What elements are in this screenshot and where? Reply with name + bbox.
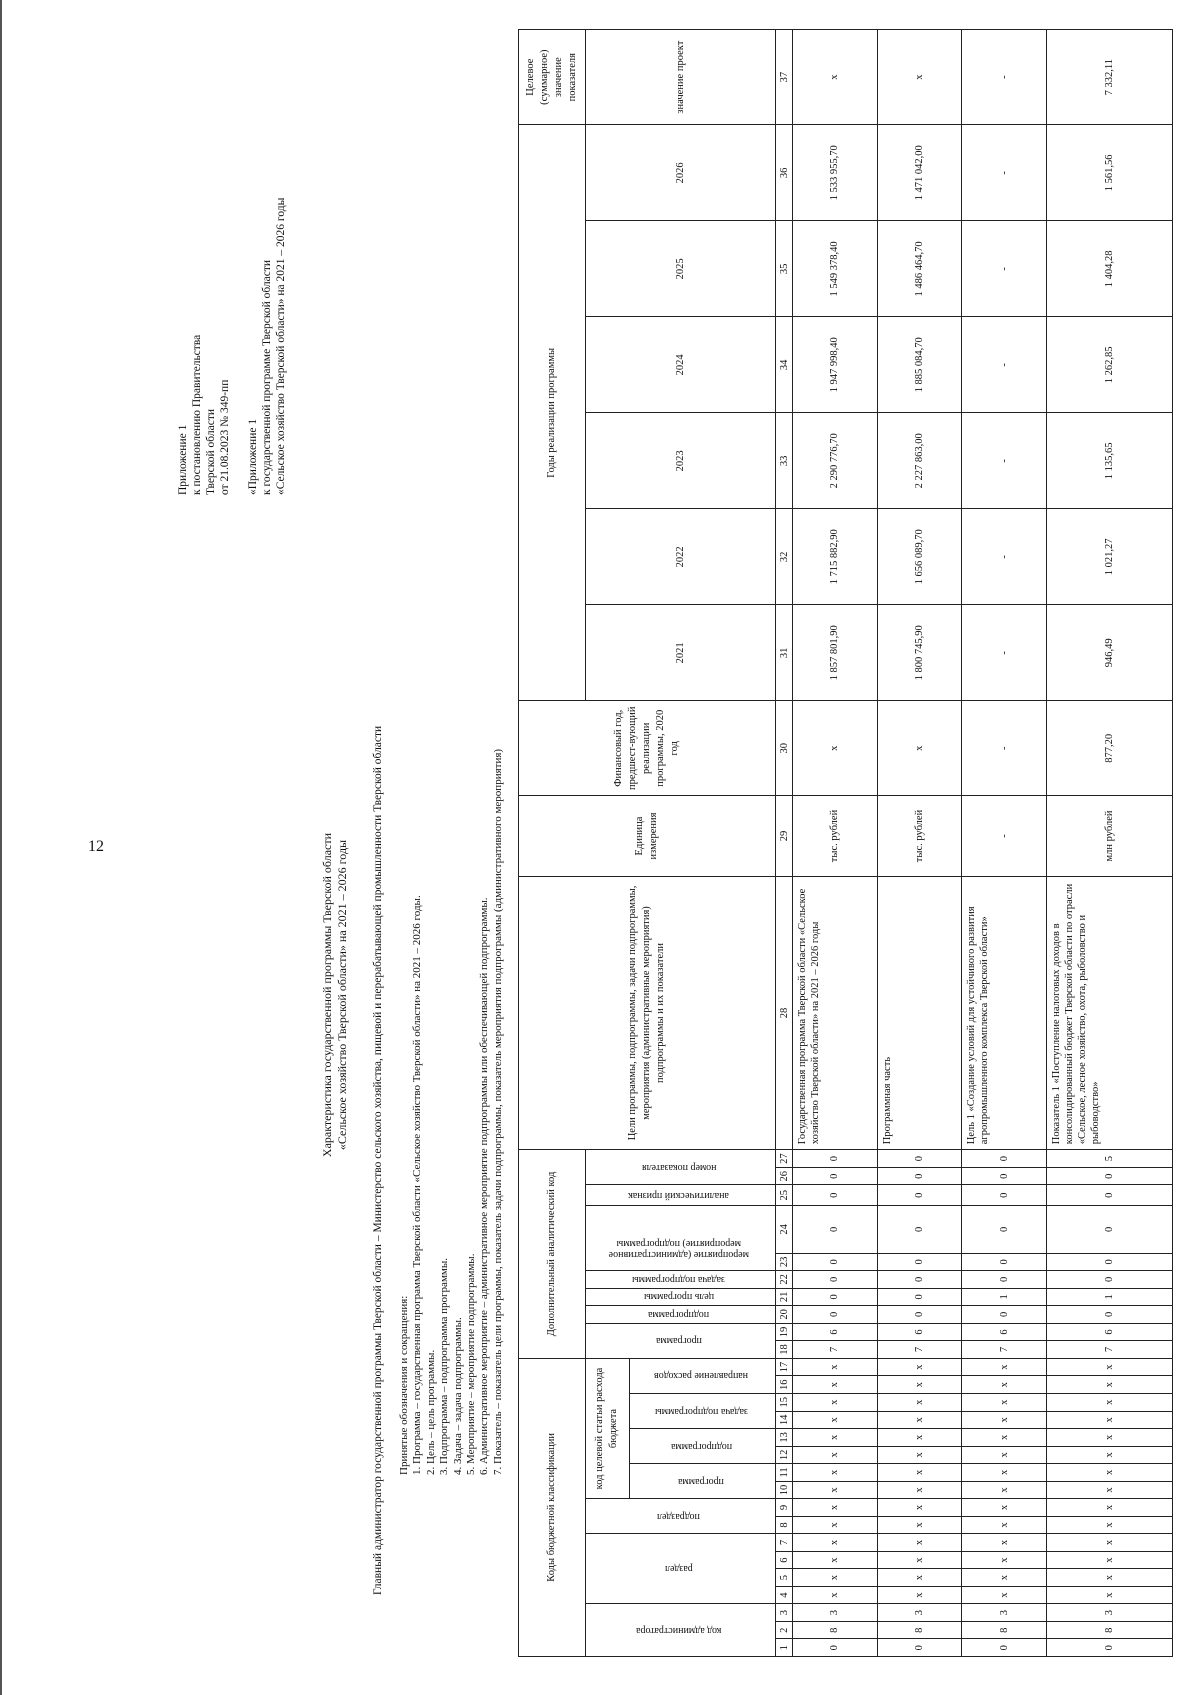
code-cell: 6	[793, 1323, 878, 1341]
col-num: 15	[776, 1394, 793, 1412]
year-value-cell: 1 486 464,70	[877, 221, 962, 317]
code-cell: 6	[962, 1323, 1047, 1341]
header-admin-code: код администратора	[585, 1604, 775, 1657]
target-cell: х	[793, 30, 878, 125]
row-label: Показатель 1 «Поступление налоговых доходов в консолидированный бюджет Тверской области по отрасли «Сельское, лесное хозяйство, охота, рыболовство и рыбоводство»	[1047, 876, 1173, 1150]
document-title	[320, 495, 350, 1495]
header-target: Целевое (суммарное) значение показателя	[519, 30, 586, 125]
col-num: 14	[776, 1411, 793, 1429]
col-num: 16	[776, 1376, 793, 1394]
code-cell: 0	[962, 1185, 1047, 1206]
year-value-cell: 1 404,28	[1047, 221, 1173, 317]
code-cell: 0	[962, 1150, 1047, 1168]
code-cell: x	[793, 1481, 878, 1499]
code-cell: 0	[962, 1167, 1047, 1185]
year-value-cell: 1 471 042,00	[877, 125, 962, 221]
code-cell: x	[962, 1464, 1047, 1482]
col-num: 34	[776, 317, 793, 413]
code-cell: 3	[962, 1604, 1047, 1622]
year-2022: 2022	[585, 509, 775, 605]
code-cell: 0	[793, 1253, 878, 1271]
year-value-cell: -	[962, 317, 1047, 413]
header-x-cel: цель программы	[585, 1288, 775, 1306]
legend-item: 3. Подпрограмма – подпрограмма программы.	[438, 1257, 451, 1475]
year-value-cell: 2 227 863,00	[877, 413, 962, 509]
code-cell: 3	[1047, 1604, 1173, 1622]
year-2025: 2025	[585, 221, 775, 317]
header-podrazdel: подраздел	[585, 1499, 775, 1534]
table-row	[962, 30, 1047, 1657]
header-x-programma: программа	[585, 1323, 775, 1358]
col-num: 10	[776, 1481, 793, 1499]
col-num: 29	[776, 796, 793, 877]
code-cell: x	[877, 1499, 962, 1517]
code-cell: 1	[962, 1288, 1047, 1306]
code-cell: x	[793, 1394, 878, 1412]
header-fin-year: Финансовый год, предшест-вующий реализации программы, 2020 год	[519, 701, 776, 796]
target-cell: -	[962, 30, 1047, 125]
code-cell: x	[962, 1551, 1047, 1569]
year-2021: 2021	[585, 605, 775, 701]
table-row	[877, 30, 962, 1657]
code-cell: 0	[793, 1185, 878, 1206]
col-num: 33	[776, 413, 793, 509]
code-cell: x	[877, 1551, 962, 1569]
table-row	[1047, 30, 1173, 1657]
col-num: 4	[776, 1586, 793, 1604]
code-cell: x	[962, 1569, 1047, 1587]
code-cell: 8	[1047, 1621, 1173, 1639]
appendix-line: «Сельское хозяйство Тверской области» на 2021 – 2026 годы	[275, 197, 287, 495]
fin-year-cell: 877,20	[1047, 701, 1173, 796]
code-cell: x	[793, 1569, 878, 1587]
unit-cell: тыс. рублей	[793, 796, 878, 877]
legend-item: 5. Мероприятие – мероприятие подпрограммы.	[465, 1253, 478, 1475]
col-num: 7	[776, 1534, 793, 1552]
program-table	[518, 29, 1173, 1657]
appendix-header	[176, 75, 288, 495]
header-x-analyt: аналитический признак	[585, 1185, 775, 1206]
code-cell: 1	[1047, 1288, 1173, 1306]
col-num: 5	[776, 1569, 793, 1587]
code-cell: 5	[1047, 1150, 1173, 1168]
title-line: «Сельское хозяйство Тверской области» на 2021 – 2026 годы	[335, 839, 349, 1151]
code-cell: x	[962, 1516, 1047, 1534]
header-napravlenie: направление расходов	[630, 1358, 776, 1393]
code-cell: 0	[1047, 1253, 1173, 1271]
code-cell: 0	[793, 1167, 878, 1185]
year-value-cell: 1 021,27	[1047, 509, 1173, 605]
year-value-cell: 1 947 998,40	[793, 317, 878, 413]
code-cell: x	[793, 1586, 878, 1604]
code-cell: 0	[793, 1306, 878, 1324]
code-cell: 0	[877, 1206, 962, 1253]
code-cell: 0	[793, 1150, 878, 1168]
code-cell: 0	[877, 1167, 962, 1185]
col-num: 19	[776, 1323, 793, 1341]
legend-item: 7. Показатель – показатель цели программы, показатель задачи подпрограммы, показатель мероприятия подпрограммы (административного мероприятия)	[491, 748, 504, 1475]
col-num: 36	[776, 125, 793, 221]
appendix-line: «Приложение 1	[247, 418, 259, 495]
col-num: 18	[776, 1341, 793, 1359]
col-num: 25	[776, 1185, 793, 1206]
code-cell: 0	[962, 1271, 1047, 1289]
code-cell: x	[1047, 1586, 1173, 1604]
header-budget-codes: Коды бюджетной классификации	[519, 1358, 586, 1656]
year-value-cell: 1 857 801,90	[793, 605, 878, 701]
year-value-cell: -	[962, 605, 1047, 701]
code-cell: 0	[1047, 1185, 1173, 1206]
code-cell: 0	[877, 1150, 962, 1168]
main-administrator: Главный администратор государственной программы Тверской области – Министерство сельского хозяйства, пищевой и перерабатывающей промышленности Тверской области	[372, 725, 384, 1595]
col-num: 12	[776, 1446, 793, 1464]
col-num: 26	[776, 1167, 793, 1185]
fin-year-cell: х	[877, 701, 962, 796]
code-cell: x	[793, 1376, 878, 1394]
code-cell: x	[793, 1358, 878, 1376]
code-cell: 0	[877, 1639, 962, 1657]
code-cell: x	[962, 1376, 1047, 1394]
code-cell: x	[962, 1411, 1047, 1429]
header-extra-code: Дополнительный аналитический код	[519, 1150, 586, 1359]
header-razdel: раздел	[585, 1534, 775, 1604]
year-2024: 2024	[585, 317, 775, 413]
row-label: Государственная программа Тверской области «Сельское хозяйство Тверской области» на 2021 – 2026 годы	[793, 876, 878, 1150]
year-value-cell: 1 885 084,70	[877, 317, 962, 413]
code-cell: 0	[877, 1306, 962, 1324]
code-cell: x	[1047, 1551, 1173, 1569]
target-sub: значение проект	[585, 30, 775, 125]
code-cell: 0	[877, 1253, 962, 1271]
row-label: Программная часть	[877, 876, 962, 1150]
header-x-meropr: мероприятие (административное мероприятие) подпрограммы	[585, 1206, 775, 1271]
row-label: Цель 1 «Создание условий для устойчивого развития агропромышленного комплекса Тверской области»	[962, 876, 1047, 1150]
header-goals: Цели программы, подпрограммы, задачи подпрограммы, мероприятия (административные мероприятия) подпрограммы и их показатели	[519, 876, 776, 1150]
target-cell: х	[877, 30, 962, 125]
year-value-cell: 1 533 955,70	[793, 125, 878, 221]
column-numbers-row	[776, 30, 793, 1657]
unit-cell: -	[962, 796, 1047, 877]
code-cell: x	[877, 1481, 962, 1499]
code-cell: 0	[793, 1639, 878, 1657]
code-cell: x	[962, 1429, 1047, 1447]
code-cell: x	[962, 1358, 1047, 1376]
col-num: 27	[776, 1150, 793, 1168]
unit-cell: тыс. рублей	[877, 796, 962, 877]
legend	[398, 275, 505, 1475]
code-cell: 8	[962, 1621, 1047, 1639]
year-value-cell: 1 800 745,90	[877, 605, 962, 701]
col-num: 37	[776, 30, 793, 125]
code-cell: 0	[877, 1288, 962, 1306]
code-cell: 0	[877, 1271, 962, 1289]
appendix-line: Тверской области	[205, 409, 217, 495]
code-cell: x	[1047, 1394, 1173, 1412]
col-num: 1	[776, 1639, 793, 1657]
year-value-cell: -	[962, 413, 1047, 509]
code-cell: x	[1047, 1429, 1173, 1447]
code-cell: x	[1047, 1569, 1173, 1587]
code-cell: x	[877, 1586, 962, 1604]
code-cell: 3	[877, 1604, 962, 1622]
year-value-cell: -	[962, 125, 1047, 221]
col-num: 30	[776, 701, 793, 796]
col-num: 2	[776, 1621, 793, 1639]
table-row	[793, 30, 878, 1657]
year-value-cell: 1 135,65	[1047, 413, 1173, 509]
code-cell: x	[1047, 1464, 1173, 1482]
code-cell: x	[962, 1481, 1047, 1499]
code-cell: 0	[962, 1306, 1047, 1324]
appendix-line: к государственной программе Тверской области	[261, 259, 273, 495]
year-value-cell: 1 549 378,40	[793, 221, 878, 317]
code-cell: x	[962, 1394, 1047, 1412]
col-num: 17	[776, 1358, 793, 1376]
code-cell: x	[1047, 1446, 1173, 1464]
code-cell: x	[877, 1534, 962, 1552]
code-cell: 0	[793, 1206, 878, 1253]
code-cell: x	[793, 1464, 878, 1482]
year-value-cell: 1 715 882,90	[793, 509, 878, 605]
code-cell: x	[962, 1499, 1047, 1517]
col-num: 6	[776, 1551, 793, 1569]
code-cell: 0	[1047, 1271, 1173, 1289]
code-cell: x	[877, 1394, 962, 1412]
code-cell: x	[1047, 1499, 1173, 1517]
code-cell: 8	[877, 1621, 962, 1639]
code-cell: x	[793, 1551, 878, 1569]
code-cell: x	[793, 1411, 878, 1429]
unit-cell: млн рублей	[1047, 796, 1173, 877]
code-cell: 0	[877, 1185, 962, 1206]
appendix-line: от 21.08.2023 № 349-пп	[219, 379, 231, 495]
code-cell: x	[793, 1516, 878, 1534]
code-cell: 7	[962, 1341, 1047, 1359]
code-cell: x	[962, 1586, 1047, 1604]
header-kcsr: код целевой статьи расхода бюджета	[585, 1358, 629, 1498]
col-num: 13	[776, 1429, 793, 1447]
header-x-nomer: номер показателя	[585, 1150, 775, 1185]
year-value-cell: 946,49	[1047, 605, 1173, 701]
code-cell: 0	[1047, 1306, 1173, 1324]
code-cell: x	[962, 1446, 1047, 1464]
code-cell: x	[793, 1534, 878, 1552]
legend-item: 4. Задача – задача подпрограммы.	[451, 1317, 464, 1475]
header-unit: Единица измерения	[519, 796, 776, 877]
code-cell: 7	[1047, 1341, 1173, 1359]
code-cell: x	[962, 1534, 1047, 1552]
col-num: 32	[776, 509, 793, 605]
col-num: 8	[776, 1516, 793, 1534]
header-podprogramma: подпрограмма	[630, 1429, 776, 1464]
code-cell: 0	[1047, 1639, 1173, 1657]
appendix-line: Приложение 1	[177, 424, 189, 495]
code-cell: x	[877, 1358, 962, 1376]
code-cell: x	[793, 1499, 878, 1517]
header-zadacha-pp: задача подпрограммы	[630, 1394, 776, 1429]
code-cell: x	[877, 1429, 962, 1447]
year-value-cell: 1 262,85	[1047, 317, 1173, 413]
year-value-cell: 2 290 776,70	[793, 413, 878, 509]
col-num: 9	[776, 1499, 793, 1517]
col-num: 23	[776, 1253, 793, 1271]
header-x-podprogramma: подпрограмма	[585, 1306, 775, 1324]
year-value-cell: -	[962, 221, 1047, 317]
code-cell: 8	[793, 1621, 878, 1639]
code-cell: 0	[1047, 1167, 1173, 1185]
header-programma: программа	[630, 1464, 776, 1499]
col-num: 3	[776, 1604, 793, 1622]
code-cell: x	[793, 1446, 878, 1464]
code-cell: x	[877, 1411, 962, 1429]
col-num: 24	[776, 1206, 793, 1253]
legend-item: 2. Цель – цель программы.	[424, 1349, 437, 1475]
col-num: 31	[776, 605, 793, 701]
fin-year-cell: -	[962, 701, 1047, 796]
year-value-cell: 1 561,56	[1047, 125, 1173, 221]
code-cell: x	[1047, 1534, 1173, 1552]
code-cell: 0	[962, 1206, 1047, 1253]
appendix-line: к постановлению Правительства	[191, 334, 203, 495]
col-num: 20	[776, 1306, 793, 1324]
legend-item: 1. Программа – государственная программа Тверской области «Сельское хозяйство Тверской области» на 2021 – 2026 годы.	[411, 895, 424, 1475]
code-cell: x	[877, 1446, 962, 1464]
code-cell: 7	[877, 1341, 962, 1359]
legend-header: Принятые обозначения и сокращения:	[398, 1295, 410, 1475]
col-num: 28	[776, 876, 793, 1150]
code-cell: x	[793, 1429, 878, 1447]
code-cell: x	[1047, 1411, 1173, 1429]
code-cell: 6	[1047, 1323, 1173, 1341]
code-cell: x	[1047, 1358, 1173, 1376]
title-line: Характеристика государственной программы Тверской области	[320, 832, 334, 1158]
header-years: Годы реализации программы	[519, 125, 586, 701]
code-cell: x	[1047, 1516, 1173, 1534]
legend-item: 6. Административное мероприятие – административное мероприятие подпрограммы или обеспечивающей подпрограммы.	[478, 897, 491, 1475]
year-value-cell: 1 656 089,70	[877, 509, 962, 605]
code-cell: x	[1047, 1376, 1173, 1394]
target-cell: 7 332,11	[1047, 30, 1173, 125]
year-2026: 2026	[585, 125, 775, 221]
code-cell: 0	[1047, 1206, 1173, 1253]
col-num: 21	[776, 1288, 793, 1306]
code-cell: 0	[962, 1639, 1047, 1657]
code-cell: x	[877, 1464, 962, 1482]
code-cell: 3	[793, 1604, 878, 1622]
code-cell: x	[877, 1516, 962, 1534]
code-cell: 6	[877, 1323, 962, 1341]
col-num: 11	[776, 1464, 793, 1482]
code-cell: x	[877, 1569, 962, 1587]
code-cell: x	[877, 1376, 962, 1394]
year-2023: 2023	[585, 413, 775, 509]
page-number: 12	[88, 838, 104, 855]
col-num: 22	[776, 1271, 793, 1289]
code-cell: 0	[793, 1288, 878, 1306]
fin-year-cell: х	[793, 701, 878, 796]
code-cell: x	[1047, 1481, 1173, 1499]
code-cell: 7	[793, 1341, 878, 1359]
code-cell: 0	[962, 1253, 1047, 1271]
year-value-cell: -	[962, 509, 1047, 605]
col-num: 35	[776, 221, 793, 317]
header-x-zadacha: задача подпрограммы	[585, 1271, 775, 1289]
code-cell: 0	[793, 1271, 878, 1289]
